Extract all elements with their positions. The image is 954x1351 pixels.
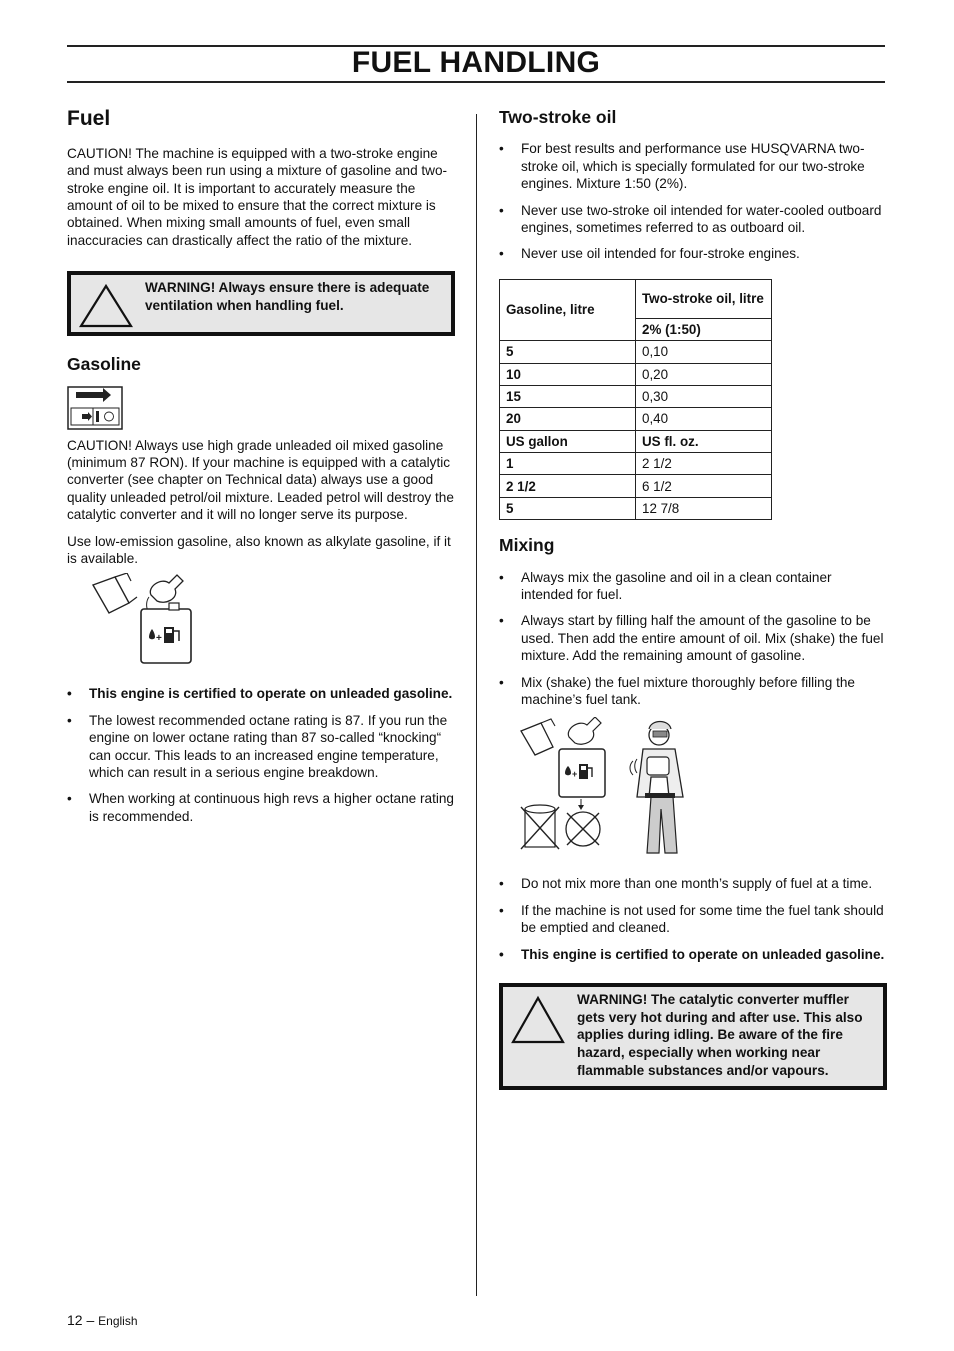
fuel-pouring-illustration: [91, 573, 201, 665]
table-cell: 0,10: [636, 341, 772, 363]
table-row: [500, 497, 772, 519]
warning-triangle-icon: [75, 279, 137, 329]
fuel-heading: Fuel: [67, 107, 111, 130]
warning-ventilation-box: [67, 271, 455, 336]
list-item: • Always mix the gasoline and oil in a clean container intended for fuel.: [499, 569, 832, 603]
list-item: • Always start by filling half the amount of the gasoline to be used. Then add the entire amount of oil. Mix (shake) the fuel mixture. Add the remaining amount of gasoline.: [499, 613, 884, 664]
table-row: [500, 363, 772, 385]
page-footer: [67, 1312, 138, 1330]
table-cell: 1: [500, 453, 636, 475]
table-row: [500, 453, 772, 475]
storage-bullet-list: [499, 875, 887, 963]
list-item: • Do not mix more than one month’s supply of fuel at a time.: [499, 876, 873, 892]
table-cell: 0,40: [636, 408, 772, 430]
table-row: [500, 341, 772, 363]
right-column: [499, 106, 887, 1090]
left-column: [67, 106, 455, 834]
list-item: • When working at continuous high revs a higher octane rating is recommended.: [67, 791, 454, 824]
svg-text:+: +: [572, 769, 578, 780]
table-cell: 0,30: [636, 385, 772, 407]
header-bottom-rule: [67, 81, 885, 83]
table-row: [500, 475, 772, 497]
table-header-oil: Two-stroke oil, litre: [636, 279, 772, 318]
mixing-illustration: [519, 717, 699, 857]
warning-ventilation-text: WARNING! Always ensure there is adequate ventilation when handling fuel.: [145, 280, 430, 313]
table-row: [500, 408, 772, 430]
table-cell: 10: [500, 363, 636, 385]
table-row: [500, 385, 772, 407]
table-row: [500, 430, 772, 452]
list-item: • Never use oil intended for four-stroke engines.: [499, 246, 800, 262]
fuel-pump-arrow-icon: [67, 386, 123, 430]
list-item: • For best results and performance use HUSQVARNA two-stroke oil, which is specially formulated for our two-stroke engines. Mixture 1:50 (2%).: [499, 141, 865, 192]
table-header-us-floz: US fl. oz.: [636, 430, 772, 452]
table-cell: 0,20: [636, 363, 772, 385]
warning-catalytic-box: [499, 983, 887, 1090]
two-stroke-oil-heading: Two-stroke oil: [499, 107, 617, 127]
table-header-gasoline: Gasoline, litre: [500, 279, 636, 340]
table-cell: 15: [500, 385, 636, 407]
list-item: • The lowest recommended octane rating is 87. If you run the engine on lower octane rating than 87 so-called “knocking“ can occur. This leads to an increased engine temperature, which can result in a serious engine breakdown.: [67, 712, 448, 780]
fuel-mix-table: [499, 279, 772, 521]
table-cell: 5: [500, 497, 636, 519]
list-item: • Never use two-stroke oil intended for water-cooled outboard engines, sometimes referred to as outboard oil.: [499, 202, 882, 235]
gasoline-caution-text: CAUTION! Always use high grade unleaded oil mixed gasoline (minimum 87 RON). If your machine is equipped with a catalytic converter (see chapter on Technical data) always use a good quality unleaded petrol/oil mixture. Leaded petrol will destroy the catalytic converter and it will no longer serve its purpose.: [67, 437, 454, 523]
svg-text:+: +: [156, 633, 162, 645]
oil-bullet-list: [499, 140, 887, 262]
table-header-ratio: 2% (1:50): [636, 318, 772, 340]
warning-catalytic-text: WARNING! The catalytic converter muffler gets very hot during and after use. This also applies during idling. Be aware of the fire hazard, especially when working near flammable substances and/or vapours.: [577, 991, 863, 1078]
mixing-bullet-list: [499, 569, 887, 709]
table-cell: 12 7/8: [636, 497, 772, 519]
list-item: • This engine is certified to operate on unleaded gasoline.: [67, 686, 453, 702]
warning-triangle-icon: [507, 991, 569, 1045]
fuel-caution-text: CAUTION! The machine is equipped with a two-stroke engine and must always been run using a mixture of gasoline and two-stroke engine oil. It is important to accurately measure the amount of oil to be mixed to ensure that the correct mixture is obtained. When mixing small amounts of fuel, even small inaccuracies can drastically affect the ratio of the mixture.: [67, 145, 448, 248]
table-cell: 5: [500, 341, 636, 363]
table-cell: 6 1/2: [636, 475, 772, 497]
table-cell: 20: [500, 408, 636, 430]
table-cell: 2 1/2: [636, 453, 772, 475]
page-number: 12 –: [67, 1312, 95, 1328]
low-emission-text: Use low-emission gasoline, also known as alkylate gasoline, if it is available.: [67, 533, 451, 566]
column-divider: [476, 114, 477, 1296]
gasoline-bullet-list: [67, 685, 455, 825]
list-item: • This engine is certified to operate on unleaded gasoline.: [499, 946, 885, 962]
table-cell: 2 1/2: [500, 475, 636, 497]
gasoline-heading: Gasoline: [67, 354, 141, 375]
footer-language: English: [98, 1314, 138, 1328]
list-item: • If the machine is not used for some time the fuel tank should be emptied and cleaned.: [499, 902, 884, 936]
table-row: [500, 279, 772, 318]
list-item: • Mix (shake) the fuel mixture thoroughly before filling the machine’s fuel tank.: [499, 674, 855, 707]
mixing-heading: Mixing: [499, 535, 555, 556]
table-header-us-gallon: US gallon: [500, 430, 636, 452]
page-title: FUEL HANDLING: [351, 46, 601, 79]
